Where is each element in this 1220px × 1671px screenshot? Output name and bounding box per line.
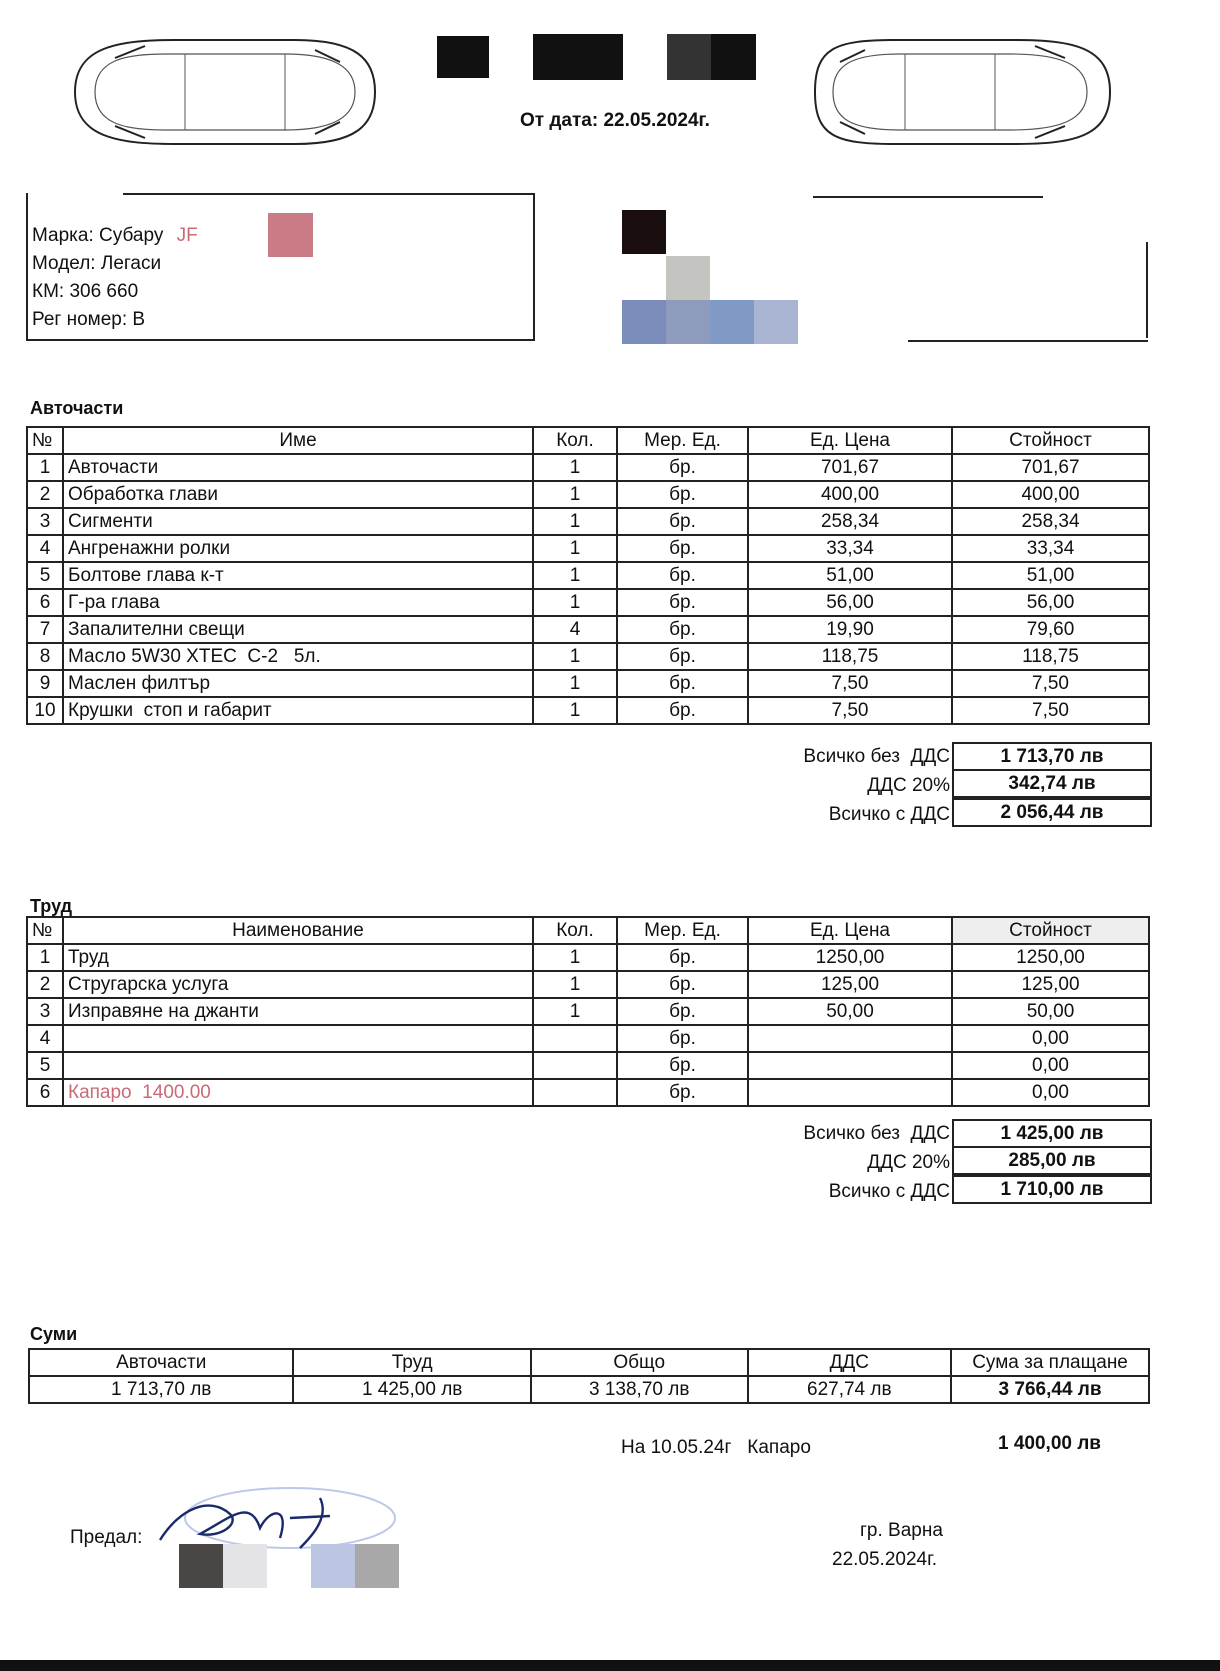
item-total: 400,00	[952, 481, 1149, 508]
row-number: 9	[27, 670, 63, 697]
total-label: Всичко без ДДС	[803, 1123, 950, 1144]
redacted-block	[311, 1544, 355, 1588]
sum-labor: 1 425,00 лв	[293, 1376, 531, 1403]
column-header: Авточасти	[29, 1349, 293, 1376]
item-unit-price: 7,50	[748, 670, 952, 697]
item-unit-price: 51,00	[748, 562, 952, 589]
item-name: Стругарска услуга	[63, 971, 533, 998]
vehicle-brand: Марка: Субару	[32, 225, 164, 246]
item-unit-price: 1250,00	[748, 944, 952, 971]
table-row	[27, 481, 1149, 508]
redacted-block	[710, 300, 754, 344]
row-number: 4	[27, 535, 63, 562]
column-header: Труд	[293, 1349, 531, 1376]
table-row	[27, 454, 1149, 481]
item-unit: бр.	[617, 697, 748, 724]
row-number: 2	[27, 481, 63, 508]
item-qty	[533, 1025, 617, 1052]
row-number: 2	[27, 971, 63, 998]
item-qty: 1	[533, 562, 617, 589]
vehicle-info-box	[26, 193, 535, 341]
item-total: 701,67	[952, 454, 1149, 481]
item-unit-price: 118,75	[748, 643, 952, 670]
parts-section-title: Авточасти	[30, 398, 124, 418]
item-total: 50,00	[952, 998, 1149, 1025]
item-unit-price: 50,00	[748, 998, 952, 1025]
scan-border	[0, 1660, 1220, 1671]
total-value: 342,74 лв	[952, 771, 1152, 798]
item-unit: бр.	[617, 971, 748, 998]
item-total: 125,00	[952, 971, 1149, 998]
item-name: Масло 5W30 XTEC C-2 5л.	[63, 643, 533, 670]
item-unit: бр.	[617, 1079, 748, 1106]
table-row	[27, 1025, 1149, 1052]
table-row	[27, 971, 1149, 998]
item-qty: 1	[533, 670, 617, 697]
redacted-block	[355, 1544, 399, 1588]
item-name: Капаро 1400.00	[63, 1079, 533, 1106]
item-unit-price	[748, 1079, 952, 1106]
sums-table	[28, 1348, 1150, 1404]
table-header-row	[27, 917, 1149, 944]
column-header: Мер. Ед.	[617, 917, 748, 944]
vehicle-km: КМ: 306 660	[32, 281, 139, 302]
row-number: 5	[27, 562, 63, 589]
item-qty	[533, 1079, 617, 1106]
item-unit: бр.	[617, 616, 748, 643]
total-value: 2 056,44 лв	[952, 798, 1152, 827]
item-name: Обработка глави	[63, 481, 533, 508]
table-row	[27, 944, 1149, 971]
column-header: Стойност	[952, 917, 1149, 944]
item-unit: бр.	[617, 589, 748, 616]
item-unit: бр.	[617, 562, 748, 589]
table-row	[27, 616, 1149, 643]
item-qty: 1	[533, 697, 617, 724]
item-unit: бр.	[617, 944, 748, 971]
car-outline-left-icon	[55, 28, 385, 156]
item-unit-price: 701,67	[748, 454, 952, 481]
item-unit-price	[748, 1052, 952, 1079]
deposit-amount: 1 400,00 лв	[998, 1433, 1101, 1454]
column-header: Ед. Цена	[748, 427, 952, 454]
column-header: Стойност	[952, 427, 1149, 454]
column-header: Кол.	[533, 917, 617, 944]
item-unit: бр.	[617, 998, 748, 1025]
column-header: №	[27, 917, 63, 944]
item-unit: бр.	[617, 535, 748, 562]
table-row	[29, 1376, 1149, 1403]
item-qty: 1	[533, 454, 617, 481]
item-unit: бр.	[617, 1025, 748, 1052]
redacted-block	[622, 210, 666, 254]
item-name: Г-ра глава	[63, 589, 533, 616]
redacted-block	[268, 213, 313, 257]
redacted-block	[223, 1544, 267, 1588]
row-number: 4	[27, 1025, 63, 1052]
table-row	[27, 508, 1149, 535]
item-total: 7,50	[952, 697, 1149, 724]
sums-section-title: Суми	[30, 1324, 78, 1344]
item-qty: 4	[533, 616, 617, 643]
item-qty	[533, 1052, 617, 1079]
sum-vat: 627,74 лв	[748, 1376, 952, 1403]
column-header: Сума за плащане	[951, 1349, 1149, 1376]
row-number: 6	[27, 589, 63, 616]
item-unit-price: 7,50	[748, 697, 952, 724]
sum-amount-due: 3 766,44 лв	[951, 1376, 1149, 1403]
item-unit: бр.	[617, 643, 748, 670]
item-unit-price	[748, 1025, 952, 1052]
row-number: 5	[27, 1052, 63, 1079]
item-total: 7,50	[952, 670, 1149, 697]
table-header-row	[27, 427, 1149, 454]
item-name: Крушки стоп и габарит	[63, 697, 533, 724]
labor-section-title: Труд	[30, 896, 73, 916]
table-row	[27, 589, 1149, 616]
row-number: 1	[27, 944, 63, 971]
total-value: 1 713,70 лв	[952, 742, 1152, 771]
column-header: Мер. Ед.	[617, 427, 748, 454]
item-unit-price: 19,90	[748, 616, 952, 643]
redacted-block	[533, 34, 623, 80]
column-header: Име	[63, 427, 533, 454]
total-label: ДДС 20%	[867, 1152, 950, 1173]
item-name: Сигменти	[63, 508, 533, 535]
item-name	[63, 1052, 533, 1079]
item-unit-price: 56,00	[748, 589, 952, 616]
footer-date: 22.05.2024г.	[832, 1549, 937, 1570]
total-label: ДДС 20%	[867, 775, 950, 796]
column-header: Наименование	[63, 917, 533, 944]
column-header: Общо	[531, 1349, 748, 1376]
item-qty: 1	[533, 589, 617, 616]
vehicle-reg: Рег номер: В	[32, 309, 146, 330]
item-name	[63, 1025, 533, 1052]
table-header-row	[29, 1349, 1149, 1376]
redacted-block	[711, 34, 756, 80]
row-number: 8	[27, 643, 63, 670]
item-unit: бр.	[617, 508, 748, 535]
item-unit: бр.	[617, 481, 748, 508]
item-total: 79,60	[952, 616, 1149, 643]
item-name: Труд	[63, 944, 533, 971]
item-unit-price: 400,00	[748, 481, 952, 508]
total-value: 285,00 лв	[952, 1148, 1152, 1175]
item-total: 258,34	[952, 508, 1149, 535]
item-name: Маслен филтър	[63, 670, 533, 697]
total-label: Всичко с ДДС	[828, 804, 950, 825]
table-row	[27, 670, 1149, 697]
item-unit-price: 258,34	[748, 508, 952, 535]
owner-info-box	[618, 196, 1148, 342]
item-qty: 1	[533, 508, 617, 535]
item-name: Авточасти	[63, 454, 533, 481]
vehicle-brand-suffix: JF	[176, 225, 198, 246]
table-row	[27, 697, 1149, 724]
total-value: 1 710,00 лв	[952, 1175, 1152, 1204]
item-total: 0,00	[952, 1079, 1149, 1106]
item-total: 0,00	[952, 1025, 1149, 1052]
table-row	[27, 1079, 1149, 1106]
column-header: ДДС	[748, 1349, 952, 1376]
item-qty: 1	[533, 971, 617, 998]
table-row	[27, 643, 1149, 670]
row-number: 1	[27, 454, 63, 481]
item-name: Изправяне на джанти	[63, 998, 533, 1025]
deposit-text: На 10.05.24г Капаро	[621, 1437, 811, 1458]
redacted-block	[666, 256, 710, 300]
item-qty: 1	[533, 643, 617, 670]
vehicle-model: Модел: Легаси	[32, 253, 162, 274]
item-qty: 1	[533, 481, 617, 508]
city: гр. Варна	[860, 1520, 943, 1541]
row-number: 10	[27, 697, 63, 724]
handed-label: Предал:	[70, 1527, 143, 1548]
sum-parts: 1 713,70 лв	[29, 1376, 293, 1403]
row-number: 3	[27, 998, 63, 1025]
table-row	[27, 998, 1149, 1025]
row-number: 3	[27, 508, 63, 535]
item-total: 1250,00	[952, 944, 1149, 971]
table-row	[27, 1052, 1149, 1079]
redacted-block	[437, 36, 489, 78]
total-label: Всичко без ДДС	[803, 746, 950, 767]
item-unit: бр.	[617, 454, 748, 481]
item-qty: 1	[533, 998, 617, 1025]
item-name: Запалителни свещи	[63, 616, 533, 643]
column-header: Кол.	[533, 427, 617, 454]
car-outline-right-icon	[795, 28, 1125, 156]
total-value: 1 425,00 лв	[952, 1119, 1152, 1148]
item-unit: бр.	[617, 1052, 748, 1079]
table-row	[27, 535, 1149, 562]
redacted-block	[666, 300, 710, 344]
item-total: 0,00	[952, 1052, 1149, 1079]
parts-table	[26, 426, 1150, 725]
redacted-block	[622, 300, 666, 344]
item-unit-price: 125,00	[748, 971, 952, 998]
item-unit-price: 33,34	[748, 535, 952, 562]
item-qty: 1	[533, 944, 617, 971]
labor-table	[26, 916, 1150, 1107]
total-label: Всичко с ДДС	[828, 1181, 950, 1202]
item-unit: бр.	[617, 670, 748, 697]
item-total: 56,00	[952, 589, 1149, 616]
item-name: Болтове глава к-т	[63, 562, 533, 589]
redacted-block	[179, 1544, 223, 1588]
item-name: Ангренажни ролки	[63, 535, 533, 562]
document-date: От дата: 22.05.2024г.	[520, 110, 710, 131]
redacted-block	[754, 300, 798, 344]
table-row	[27, 562, 1149, 589]
column-header: Ед. Цена	[748, 917, 952, 944]
sum-total: 3 138,70 лв	[531, 1376, 748, 1403]
item-total: 51,00	[952, 562, 1149, 589]
item-qty: 1	[533, 535, 617, 562]
column-header: №	[27, 427, 63, 454]
item-total: 33,34	[952, 535, 1149, 562]
item-total: 118,75	[952, 643, 1149, 670]
row-number: 7	[27, 616, 63, 643]
row-number: 6	[27, 1079, 63, 1106]
redacted-block	[667, 34, 711, 80]
